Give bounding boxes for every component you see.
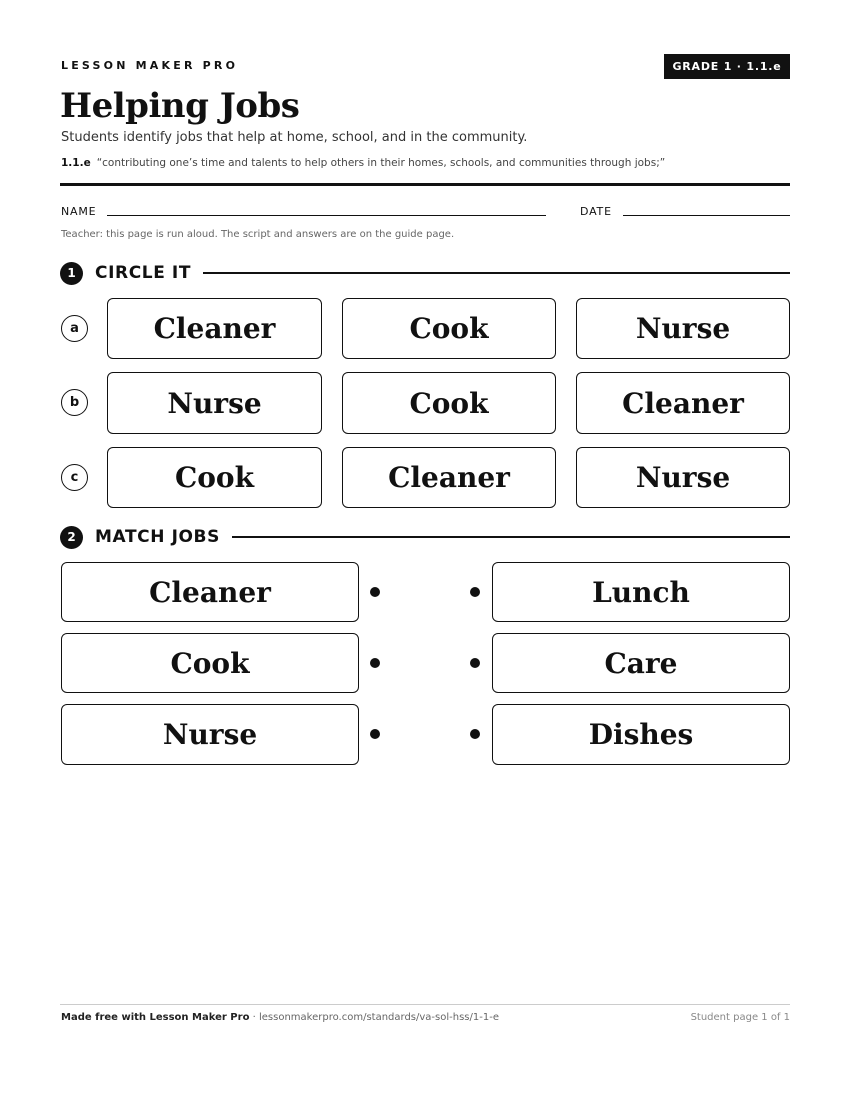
section-title: CIRCLE IT: [95, 263, 192, 283]
name-label: NAME: [61, 205, 97, 218]
standard-text: “contributing one’s time and talents to help others in their homes, schools, and communities through jobs;”: [96, 157, 666, 169]
row-label-a: a: [61, 315, 88, 342]
section-circle-it-header: [60, 262, 790, 284]
section-match-jobs-header: [60, 526, 790, 548]
teacher-note: Teacher: this page is run aloud. The script and answers are on the guide page.: [61, 229, 455, 240]
match-left-dot[interactable]: [370, 729, 380, 739]
brand-name: LESSON MAKER PRO: [61, 59, 239, 72]
section-title: MATCH JOBS: [95, 527, 220, 547]
footer-made: Made free with Lesson Maker Pro: [61, 1012, 250, 1023]
date-line[interactable]: [623, 215, 790, 216]
page-title: Helping Jobs: [60, 86, 300, 126]
circle-card[interactable]: Cleaner: [107, 298, 322, 359]
standard-code: 1.1.e: [61, 157, 91, 169]
circle-card[interactable]: Cook: [107, 447, 322, 508]
circle-card[interactable]: Nurse: [576, 298, 790, 359]
match-right-dot[interactable]: [470, 658, 480, 668]
match-right-dot[interactable]: [470, 729, 480, 739]
row-label-c: c: [61, 464, 88, 491]
section-rule: [232, 536, 790, 538]
match-right-card[interactable]: Care: [492, 633, 790, 693]
footer-divider: [60, 1004, 790, 1005]
section-rule: [203, 272, 790, 274]
name-line[interactable]: [107, 215, 546, 216]
circle-card[interactable]: Cleaner: [342, 447, 556, 508]
circle-card[interactable]: Cook: [342, 372, 556, 434]
page-subtitle: Students identify jobs that help at home, school, and in the community.: [61, 130, 528, 145]
header-divider: [60, 183, 790, 186]
circle-card[interactable]: Cook: [342, 298, 556, 359]
match-left-card[interactable]: Cleaner: [61, 562, 359, 622]
circle-card[interactable]: Cleaner: [576, 372, 790, 434]
row-label-b: b: [61, 389, 88, 416]
section-number: 1: [60, 262, 83, 285]
standard-line: [61, 157, 665, 169]
match-right-dot[interactable]: [470, 587, 480, 597]
footer-page-number: Student page 1 of 1: [690, 1012, 790, 1023]
footer-credit: [61, 1012, 499, 1023]
circle-card[interactable]: Nurse: [107, 372, 322, 434]
circle-card[interactable]: Nurse: [576, 447, 790, 508]
match-right-card[interactable]: Dishes: [492, 704, 790, 765]
match-left-dot[interactable]: [370, 658, 380, 668]
date-label: DATE: [580, 205, 612, 218]
match-left-card[interactable]: Nurse: [61, 704, 359, 765]
grade-badge: GRADE 1 · 1.1.e: [664, 54, 790, 79]
section-number: 2: [60, 526, 83, 549]
match-right-card[interactable]: Lunch: [492, 562, 790, 622]
footer-link[interactable]: · lessonmakerpro.com/standards/va-sol-hss/1-1-e: [252, 1012, 499, 1023]
match-left-dot[interactable]: [370, 587, 380, 597]
match-left-card[interactable]: Cook: [61, 633, 359, 693]
